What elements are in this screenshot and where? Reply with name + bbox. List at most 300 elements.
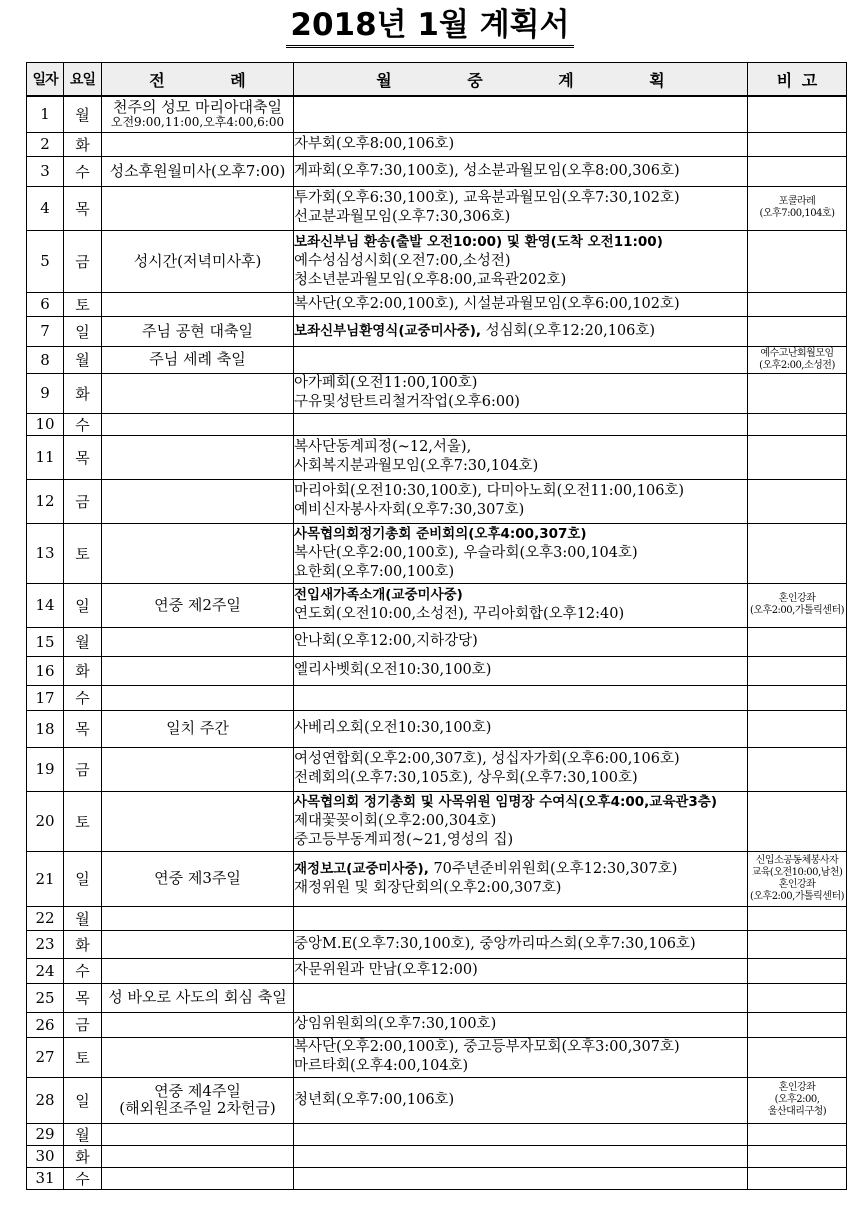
note-line: (오후2:00,소성전) [759,359,835,371]
liturgy-text: 주님 세례 축일 [149,350,246,368]
day-cell [27,851,64,906]
note-line: 울산대리구청) [767,1106,827,1117]
day-cell [27,373,64,413]
weekday-cell [64,413,102,435]
note-cell [748,791,847,851]
liturgy-text: 성소후원월미사(오후7:00) [109,161,286,180]
note-line: (오후7:00,104호) [759,208,835,219]
table-row [27,1123,847,1145]
table-row [27,747,847,791]
table-row [27,791,847,851]
weekday-cell [64,685,102,710]
plan-cell [294,1037,748,1077]
plan-line: 엘리사벳회(오전10:30,100호) [294,662,492,678]
table-row [27,1077,847,1123]
plan-cell [294,656,748,685]
day-number: 7 [40,322,50,340]
plan-cell [294,1145,748,1167]
note-line: (오후2:00,가톨릭센터) [749,605,845,616]
plan-line: 마리아회(오전10:30,100호), 다미아노회(오전11:00,106호) [294,483,685,499]
table-row [27,627,847,656]
table-row [27,1145,847,1167]
day-number: 2 [40,135,50,153]
plan-cell [294,1167,748,1189]
plan-line [294,525,747,544]
day-cell [27,479,64,523]
plan-cell [294,156,748,186]
day-cell [27,983,64,1012]
liturgy-text: (해외원조주일 2차헌금) [119,1099,276,1117]
liturgy-cell [102,132,294,156]
liturgy-text: 연중 제3주일 [154,869,241,887]
weekday-label: 일 [75,1091,90,1110]
liturgy-cell [102,710,294,747]
liturgy-cell [102,156,294,186]
day-number: 3 [40,162,50,180]
plan-line: 여성연합회(오후2:00,307호), 성십자가회(오후6:00,106호) [294,751,680,767]
liturgy-text: 천주의 성모 마리아대축일 [113,98,282,117]
plan-line: 안나회(오후12:00,지하강당) [294,633,478,649]
liturgy-text: 성 바오로 사도의 회심 축일 [108,988,287,1006]
weekday-label: 토 [75,295,90,314]
plan-line: 재정위원 및 회장단회의(오후2:00,307호) [294,879,562,896]
day-cell [27,627,64,656]
weekday-cell [64,958,102,983]
weekday-label: 일 [75,596,90,615]
liturgy-cell [102,983,294,1012]
plan-line: 복사단(오후2:00,100호), 시설분과월모임(오후6:00,102호) [294,295,680,312]
plan-highlight: 사목협의회정기총회 준비회의(오후4:00,307호) [294,525,587,542]
day-number: 14 [35,596,55,614]
day-cell [27,906,64,930]
plan-cell [294,958,748,983]
plan-line [294,233,747,252]
weekday-cell [64,1145,102,1167]
day-cell [27,1012,64,1037]
day-number: 29 [35,1125,55,1143]
liturgy-text: 일치 주간 [166,719,229,737]
note-cell [748,413,847,435]
plan-cell [294,1123,748,1145]
liturgy-cell [102,1037,294,1077]
plan-cell [294,230,748,292]
day-number: 18 [35,719,55,738]
day-number: 17 [35,688,55,707]
plan-cell [294,96,748,132]
day-cell [27,435,64,479]
liturgy-cell [102,685,294,710]
weekday-cell [64,627,102,656]
plan-line: 예수성심성시회(오전7:00,소성전) [294,252,511,269]
liturgy-cell [102,930,294,958]
plan-line: 중고등부동계피정(~21,영성의 집) [294,831,514,848]
day-number: 13 [35,544,55,562]
plan-cell [294,132,748,156]
plan-cell [294,435,748,479]
weekday-cell [64,346,102,373]
liturgy-cell [102,413,294,435]
note-cell [748,747,847,791]
note-cell [748,583,847,627]
day-number: 28 [35,1091,55,1109]
note-cell [748,230,847,292]
header-note: 비 고 [748,63,847,97]
liturgy-cell [102,1012,294,1037]
weekday-label: 월 [75,105,90,124]
plan-cell [294,627,748,656]
weekday-label: 화 [75,135,90,154]
liturgy-cell [102,523,294,583]
note-cell [748,958,847,983]
table-row [27,479,847,523]
day-cell [27,1037,64,1077]
day-number: 16 [35,661,55,680]
day-number: 8 [40,350,50,369]
note-cell [748,851,847,906]
weekday-cell [64,710,102,747]
liturgy-cell [102,906,294,930]
day-cell [27,523,64,583]
liturgy-cell [102,656,294,685]
weekday-label: 목 [75,199,90,218]
weekday-cell [64,1077,102,1123]
day-number: 23 [35,935,55,953]
day-number: 9 [40,384,50,402]
plan-text: 70주년준비위원회(오후12:30,307호) [428,860,678,877]
day-cell [27,958,64,983]
plan-cell [294,346,748,373]
weekday-cell [64,791,102,851]
plan-line: 중앙M.E(오후7:30,100호), 중앙까리따스회(오후7:30,106호) [294,935,696,952]
day-cell [27,1077,64,1123]
plan-line: 자문위원과 만남(오후12:00) [294,962,478,978]
header-row [27,63,847,97]
day-cell [27,1145,64,1167]
day-cell [27,747,64,791]
plan-cell [294,413,748,435]
liturgy-cell [102,230,294,292]
day-number: 15 [35,632,55,651]
table-row [27,1012,847,1037]
liturgy-cell [102,346,294,373]
note-cell [748,479,847,523]
day-number: 19 [35,760,55,778]
weekday-cell [64,186,102,230]
day-cell [27,583,64,627]
table-row [27,316,847,346]
header-day: 일자 [27,63,64,97]
table-row [27,132,847,156]
note-cell [748,156,847,186]
note-cell [748,96,847,132]
table-row [27,983,847,1012]
liturgy-cell [102,1123,294,1145]
day-cell [27,791,64,851]
table-row [27,346,847,373]
weekday-cell [64,230,102,292]
weekday-label: 금 [75,760,90,779]
plan-cell [294,292,748,316]
day-cell [27,930,64,958]
note-cell [748,1145,847,1167]
day-number: 31 [35,1169,55,1187]
weekday-label: 화 [75,384,90,403]
day-number: 22 [35,909,55,927]
day-cell [27,292,64,316]
plan-line [294,793,747,812]
plan-cell [294,791,748,851]
plan-line: 사회복지분과월모임(오후7:30,104호) [294,458,539,474]
day-cell [27,656,64,685]
liturgy-cell [102,96,294,132]
table-row [27,523,847,583]
table-row [27,906,847,930]
day-cell [27,346,64,373]
weekday-cell [64,1012,102,1037]
weekday-cell [64,435,102,479]
weekday-cell [64,906,102,930]
note-cell [748,132,847,156]
weekday-cell [64,316,102,346]
day-cell [27,156,64,186]
plan-cell [294,983,748,1012]
liturgy-cell [102,435,294,479]
note-cell [748,656,847,685]
weekday-label: 일 [75,870,90,888]
weekday-label: 토 [75,544,90,563]
weekday-cell [64,851,102,906]
plan-cell [294,851,748,906]
note-cell [748,627,847,656]
plan-line: 요한회(오후7:00,100호) [294,563,455,580]
day-cell [27,685,64,710]
plan-line: 복사단(오후2:00,100호), 중고등부자모회(오후3:00,307호) [294,1039,680,1055]
note-line: 포콜라레 [778,196,816,207]
table-row [27,435,847,479]
weekday-label: 토 [75,812,90,831]
weekday-cell [64,96,102,132]
note-cell [748,906,847,930]
plan-cell [294,930,748,958]
plan-cell [294,523,748,583]
plan-highlight: 전입새가족소개(교중미사중) [294,587,463,603]
liturgy-cell [102,791,294,851]
plan-cell [294,685,748,710]
note-cell [748,186,847,230]
header-liturgy: 전 례 [102,63,294,97]
plan-cell [294,747,748,791]
day-number: 11 [35,448,55,466]
note-cell [748,1037,847,1077]
table-row [27,710,847,747]
day-cell [27,186,64,230]
plan-cell [294,479,748,523]
weekday-label: 목 [75,720,90,738]
day-number: 20 [35,812,55,830]
liturgy-cell [102,958,294,983]
table-row [27,1037,847,1077]
plan-line: 청년회(오후7:00,106호) [294,1091,455,1108]
weekday-label: 수 [75,162,90,181]
weekday-label: 화 [75,935,90,954]
note-cell [748,346,847,373]
plan-highlight: 사목협의회 정기총회 및 사목위원 임명장 수여식(오후4:00,교육관3층) [294,793,718,810]
header-weekday: 요일 [64,63,102,97]
plan-line: 투가회(오후6:30,100호), 교육분과월모임(오후7:30,102호) [294,190,680,206]
weekday-label: 월 [75,351,90,369]
note-cell [748,292,847,316]
day-number: 30 [35,1147,55,1165]
plan-line: 복사단동계피정(~12,서울), [294,439,472,455]
weekday-cell [64,1037,102,1077]
note-line: 혼인강좌 [778,878,816,890]
plan-line: 연도회(오전10:00,소성전), 꾸리아회합(오후12:40) [294,606,625,622]
weekday-label: 수 [75,962,90,980]
weekday-label: 토 [75,1048,90,1067]
plan-line [294,322,747,341]
note-cell [748,1012,847,1037]
note-cell [748,930,847,958]
note-cell [748,710,847,747]
weekday-cell [64,156,102,186]
note-cell [748,685,847,710]
weekday-label: 목 [75,989,90,1007]
day-number: 6 [40,295,50,313]
plan-line: 구유및성탄트리철거작업(오후6:00) [294,394,520,410]
day-cell [27,1167,64,1189]
day-number: 10 [35,415,55,433]
plan-cell [294,583,748,627]
weekday-cell [64,930,102,958]
weekday-label: 수 [75,689,90,707]
weekday-cell [64,292,102,316]
weekday-label: 금 [75,252,90,271]
page-title: 2018년 1월 계획서 [286,6,573,48]
weekday-label: 수 [75,1169,90,1188]
liturgy-cell [102,1145,294,1167]
day-cell [27,230,64,292]
day-number: 21 [35,869,55,888]
plan-highlight: 보좌신부님 환송(출발 오전10:00) 및 환영(도착 오전11:00) [294,233,663,250]
plan-line: 마르타회(오후4:00,104호) [294,1058,469,1074]
monthly-plan-table [26,62,847,1190]
weekday-cell [64,1167,102,1189]
table-row [27,292,847,316]
note-line: 교육(오전10:00,남천) [751,866,843,878]
day-cell [27,413,64,435]
header-plan: 월 중 계 획 [294,63,748,97]
weekday-cell [64,656,102,685]
liturgy-cell [102,479,294,523]
liturgy-mass-times: 오전9:00,11:00,오후4:00,6:00 [110,115,285,130]
liturgy-cell [102,186,294,230]
note-line: 신입소공동체봉사자 [755,854,839,866]
weekday-label: 화 [75,1147,90,1166]
weekday-label: 화 [75,662,90,680]
day-number: 1 [40,105,50,124]
weekday-cell [64,132,102,156]
plan-highlight: 재정보고(교중미사중), [294,860,429,877]
plan-cell [294,186,748,230]
plan-line [294,860,747,879]
plan-text: 성심회(오후12:20,106호) [481,322,656,339]
liturgy-text: 연중 제4주일 [154,1082,241,1100]
liturgy-cell [102,747,294,791]
table-row [27,958,847,983]
day-number: 27 [35,1048,55,1066]
plan-line: 예비신자봉사자회(오후7:30,307호) [294,502,525,518]
table-row [27,685,847,710]
note-cell [748,1123,847,1145]
liturgy-cell [102,627,294,656]
liturgy-cell [102,583,294,627]
day-number: 12 [35,492,55,510]
plan-line: 제대꽃꽂이회(오후2:00,304호) [294,812,497,829]
weekday-cell [64,983,102,1012]
day-number: 5 [40,252,50,270]
day-cell [27,1123,64,1145]
plan-line: 게파회(오후7:30,100호), 성소분과월모임(오후8:00,306호) [294,162,680,179]
plan-cell [294,373,748,413]
table-row [27,851,847,906]
table-row [27,413,847,435]
note-line: 혼인강좌 [778,1082,816,1093]
note-line: (오후2:00, [774,1094,820,1105]
day-number: 4 [40,199,50,217]
plan-highlight: 보좌신부님환영식(교중미사중), [294,322,482,339]
note-line: 예수고난회월모임 [760,347,834,359]
weekday-label: 수 [75,415,90,434]
day-cell [27,316,64,346]
weekday-cell [64,479,102,523]
weekday-label: 월 [75,633,90,651]
plan-cell [294,710,748,747]
weekday-label: 목 [75,448,90,467]
weekday-cell [64,523,102,583]
table-row [27,930,847,958]
day-cell [27,132,64,156]
plan-line: 전례회의(오후7:30,105호), 상우회(오후7:30,100호) [294,770,638,786]
table-row [27,156,847,186]
liturgy-text: 주님 공현 대축일 [142,321,253,340]
weekday-label: 월 [75,909,90,928]
liturgy-cell [102,316,294,346]
weekday-cell [64,1123,102,1145]
day-number: 26 [35,1015,55,1034]
note-cell [748,1167,847,1189]
weekday-label: 금 [75,492,90,511]
table-row [27,186,847,230]
weekday-cell [64,373,102,413]
day-number: 24 [35,961,55,980]
note-line: (오후2:00,가톨릭센터) [749,890,845,902]
liturgy-cell [102,851,294,906]
table-row [27,230,847,292]
plan-line: 자부회(오후8:00,106호) [294,135,455,152]
note-cell [748,983,847,1012]
plan-line: 청소년분과월모임(오후8:00,교육관202호) [294,271,567,288]
plan-line [294,586,747,605]
table-row [27,1167,847,1189]
note-cell [748,1077,847,1123]
table-row [27,583,847,627]
liturgy-cell [102,1167,294,1189]
plan-line: 복사단(오후2:00,100호), 우슬라회(오후3:00,104호) [294,544,638,561]
note-cell [748,523,847,583]
plan-cell [294,316,748,346]
note-cell [748,435,847,479]
liturgy-text: 성시간(저녁미사후) [133,251,262,270]
